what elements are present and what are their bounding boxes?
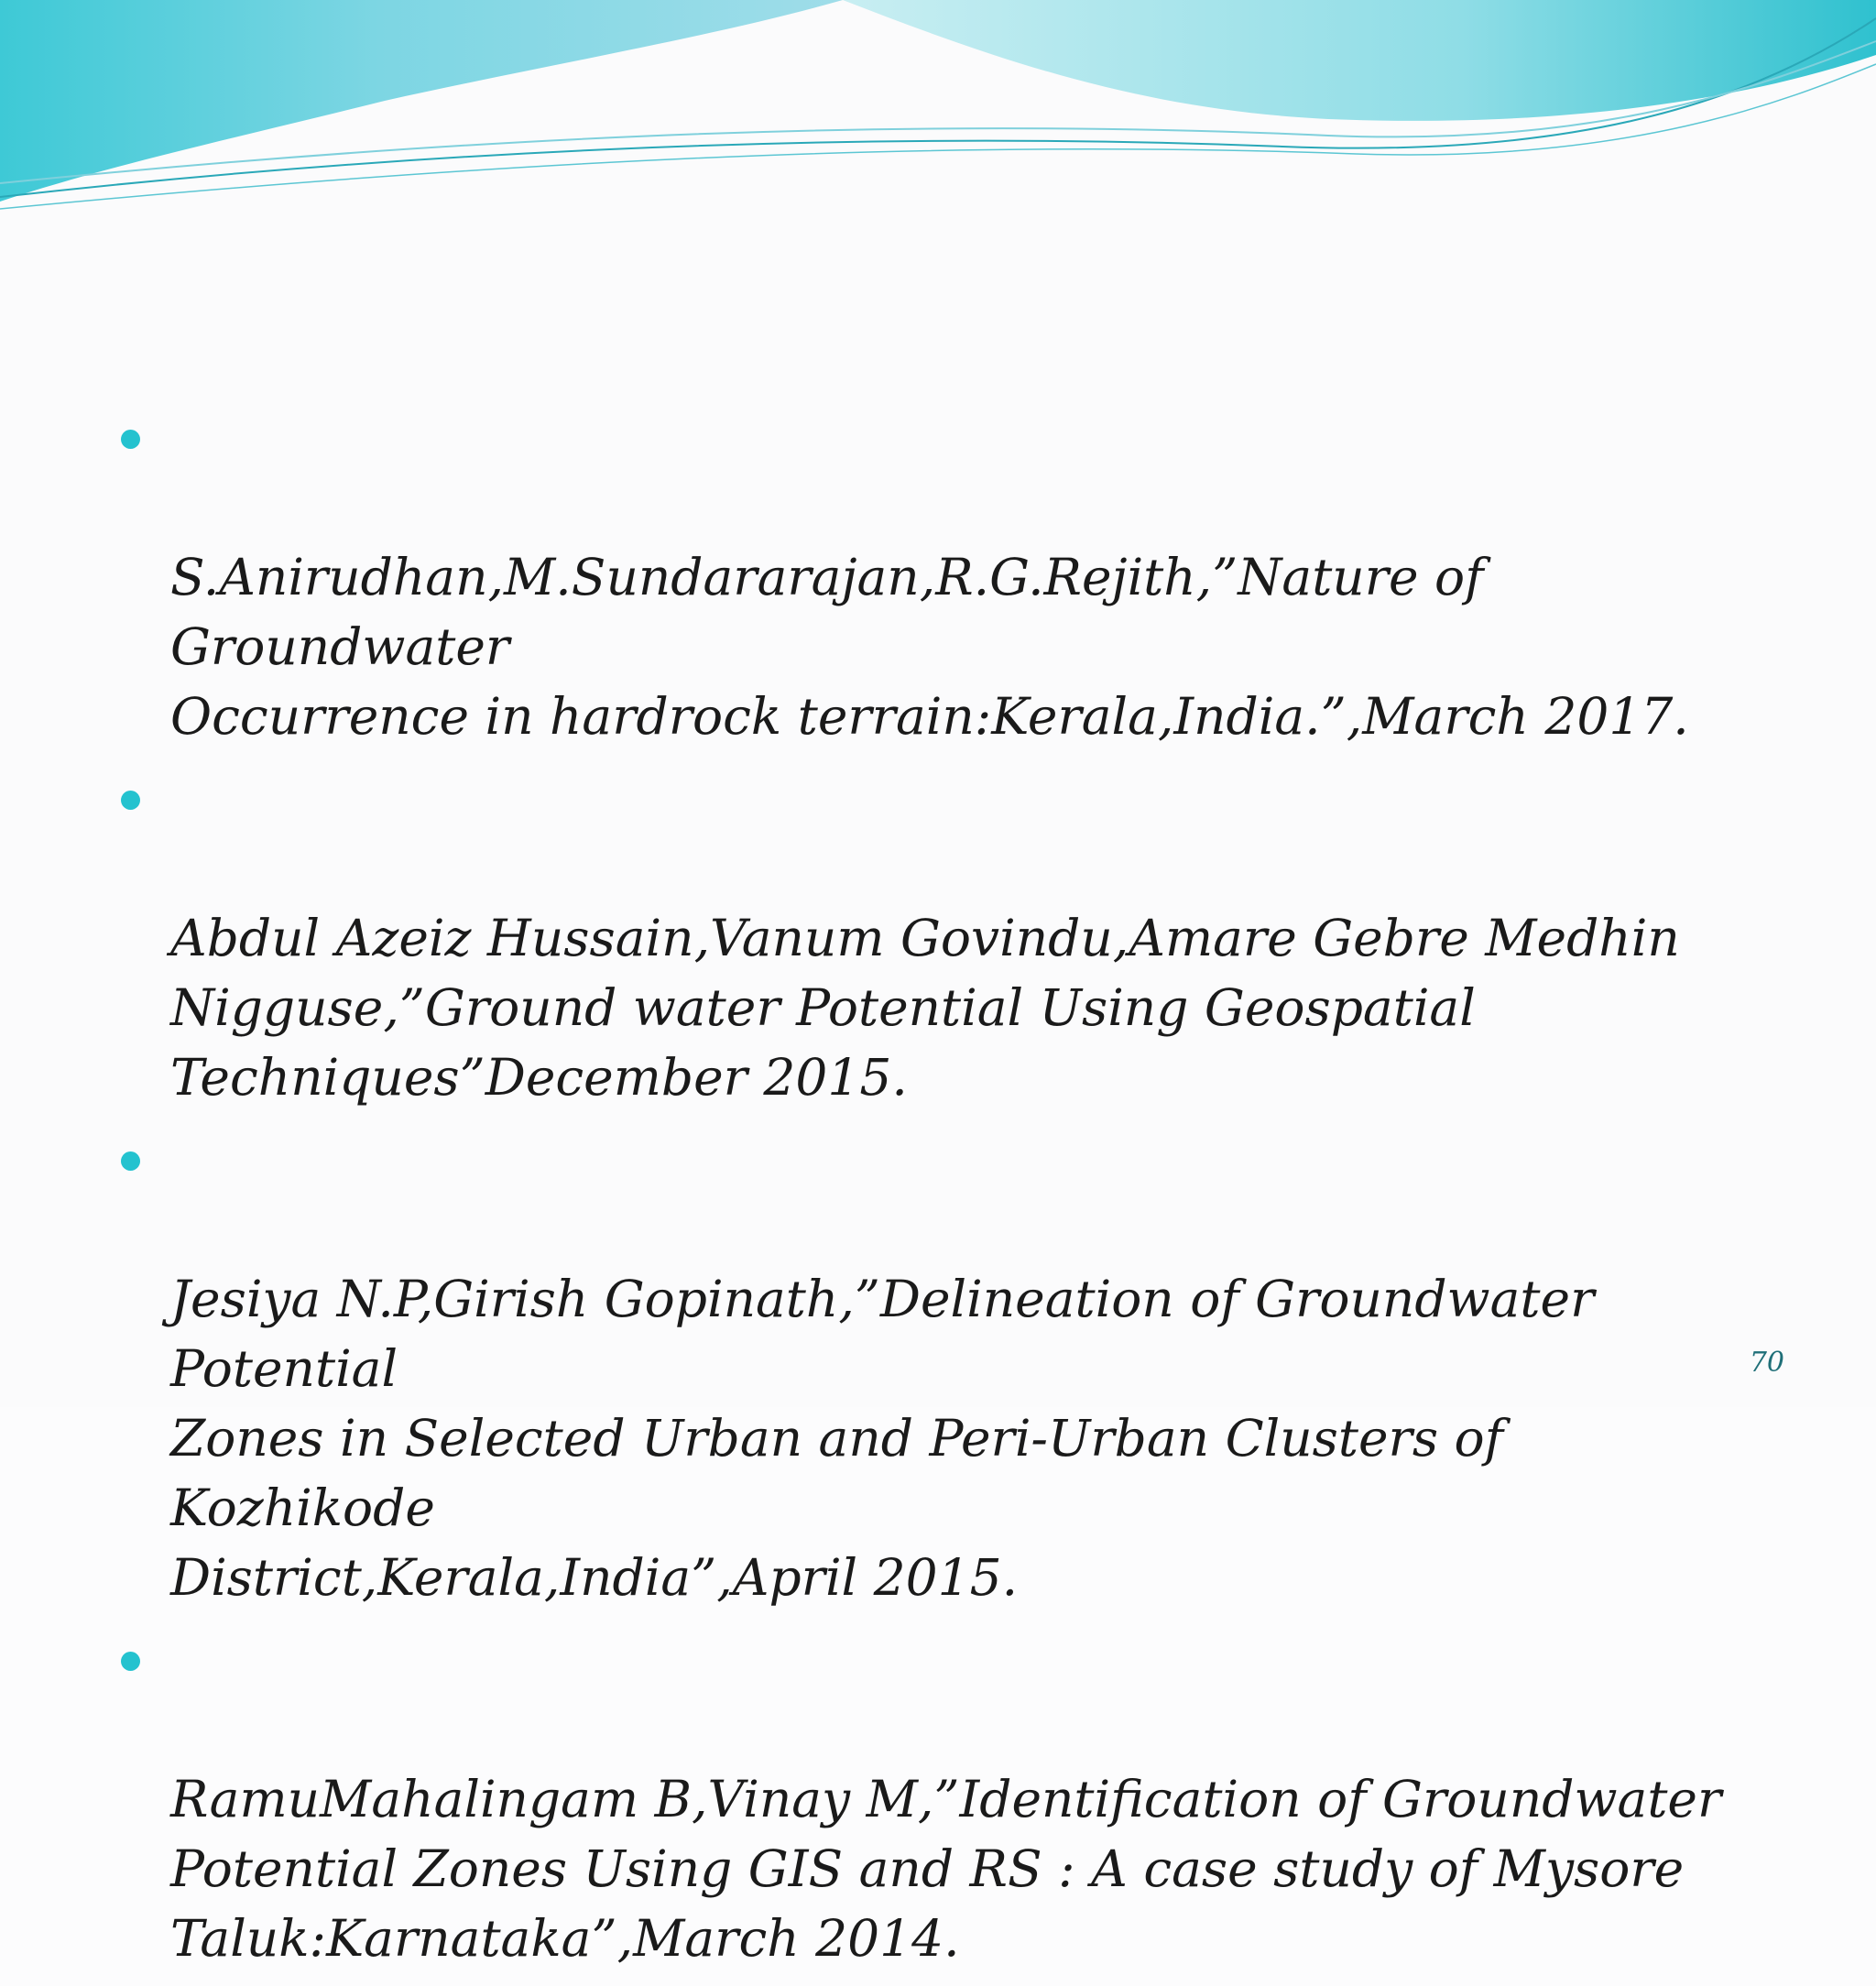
bullet-icon bbox=[121, 430, 140, 449]
reference-item bbox=[119, 764, 1768, 1112]
page-number: 70 bbox=[1749, 1347, 1784, 1379]
reference-text: Jesiya N.P,Girish Gopinath,”Delineation of Groundwater Potential Zones in Selected Urban and Peri-Urban Clusters of Kozhikode District,Kerala,India”,April 2015. bbox=[170, 1270, 1595, 1607]
reference-item bbox=[119, 1625, 1768, 1973]
reference-list bbox=[119, 403, 1768, 1986]
reference-text: RamuMahalingam B,Vinay M,”Identification of Groundwater Potential Zones Using GIS and RS : A case study of Mysore Taluk:Karnataka”,March 2014. bbox=[170, 1770, 1722, 1968]
bullet-icon bbox=[121, 1151, 140, 1171]
reference-item bbox=[119, 403, 1768, 751]
bullet-icon bbox=[121, 1652, 140, 1671]
reference-text: S.Anirudhan,M.Sundararajan,R.G.Rejith,”Nature of Groundwater Occurrence in hardrock terrain:Kerala,India.”,March 2017. bbox=[170, 548, 1689, 746]
reference-item bbox=[119, 1125, 1768, 1612]
bullet-icon bbox=[121, 791, 140, 810]
reference-text: Abdul Azeiz Hussain,Vanum Govindu,Amare Gebre Medhin Nigguse,”Ground water Potential Using Geospatial Techniques”December 2015. bbox=[170, 909, 1680, 1107]
wave-header-decoration bbox=[0, 0, 1876, 220]
